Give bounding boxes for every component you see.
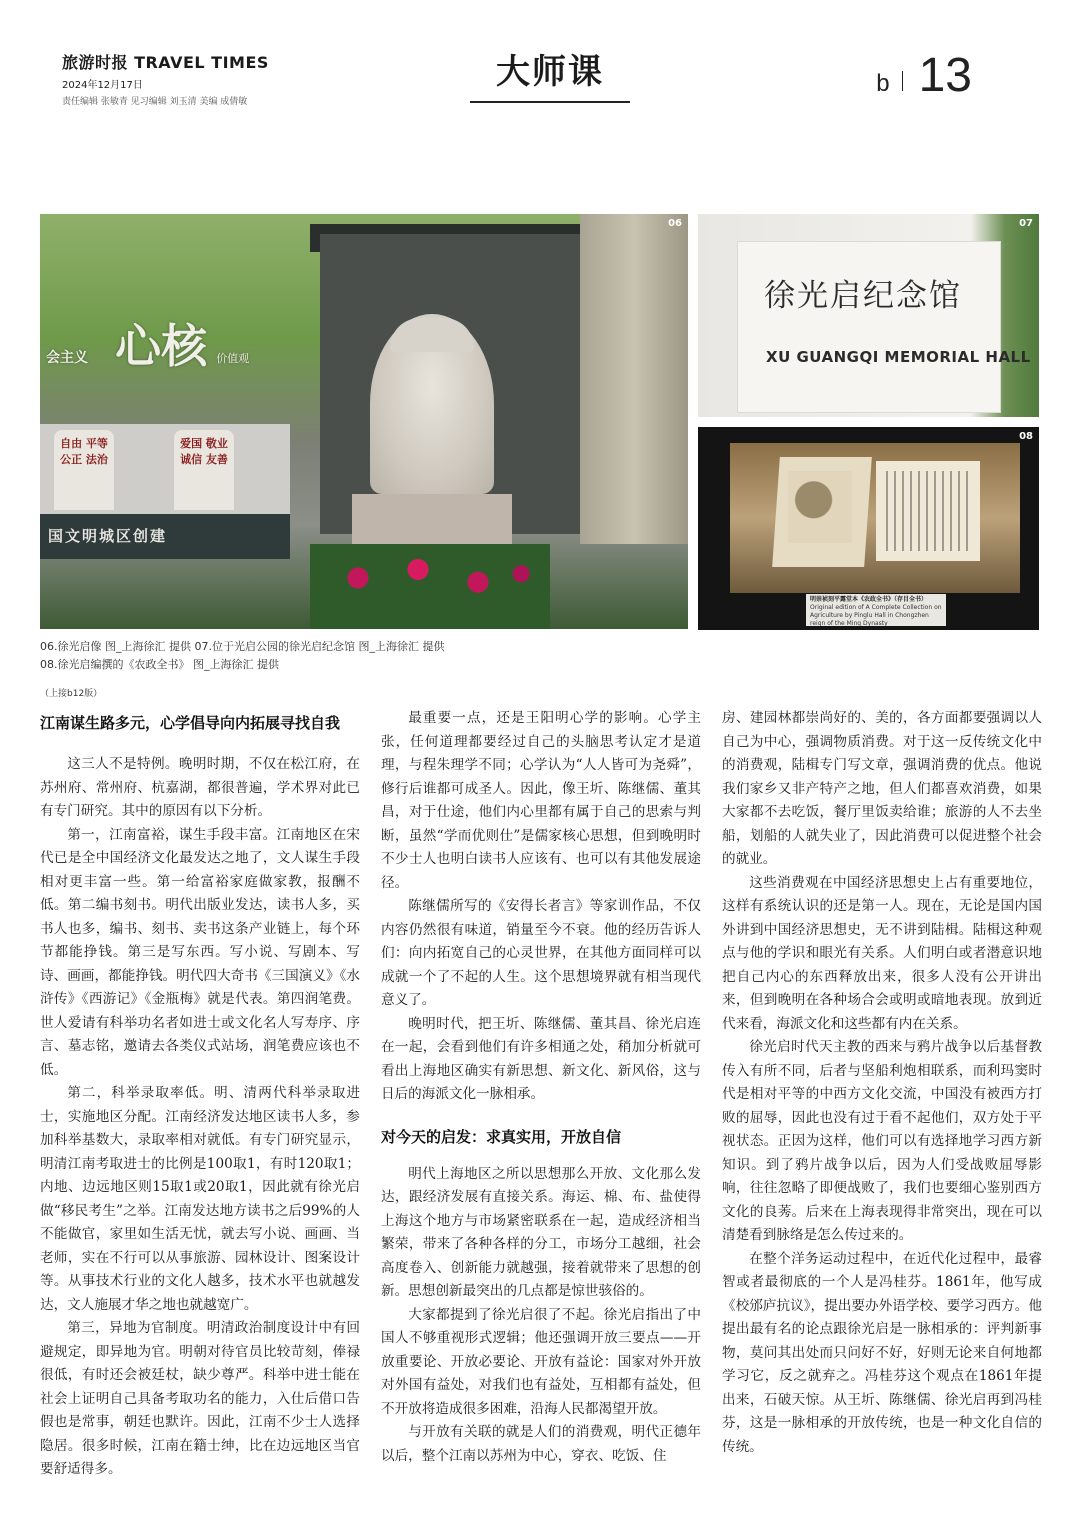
section-title: 大师课 [470,44,630,103]
book-text-lines [886,471,970,551]
exhibit-label-title: 明崇祯刻平露堂本《农政全书》（存目全书） [810,596,928,603]
book-map-illustration [788,471,852,543]
paragraph: 这些消费观在中国经济思想史上占有重要地位，这样有系统认识的还是第一人。现在，无论是国内国外讲到中国经济思想史，无不讲到陆楫。陆楫这种观点与他的学识和眼光有关系。人们明白或者潜意识地把自己内心的东西释放出来，很多人没有公开讲出来，但到晚明在各种场合会或明或暗地表现。放到近代来看，海派文化和这些都有内在关系。 [722,874,1042,1032]
paragraph: 徐光启时代天主教的西来与鸦片战争以后基督教传入有所不同，后者与坚船利炮相联系，而利玛窦时代是相对平等的中西方文化交流，中国没有被西方打败的屈辱，因此也没有过于看不起他们，双方处于平视状态。正因为这样，他们可以有选择地学习西方新知识。到了鸦片战争以后，因为人们受战败屈辱影响，往往忽略了即便战败了，我们也要细心鉴别西方文化的良莠。后来在上海表现得非常突出，现在可以清楚看到脉络是怎么传过来的。 [722,1039,1042,1243]
wall-slogan-side: 价值观 [216,352,250,365]
sign-english: XU GUANGQI MEMORIAL HALL [766,348,1031,366]
wall-slogan-big: 心核 [115,319,208,373]
section-heading-1: 江南谋生路多元，心学倡导向内拓展寻找自我 [40,714,341,732]
page-digits: 13 [918,49,972,102]
paragraph: 第三，异地为官制度。明清政治制度设计中有回避规定，即异地为官。明朝对待官员比较苛刻，俸禄很低，有时还会被廷杖，缺少尊严。科举中进士能在社会上证明自己具备考取功名的能力，入仕后借口告假也是常事，朝廷也默许。因此，江南不少士人选择隐居。很多时候，江南在籍士绅，比在边远地区当官要舒适得多。 [40,1320,360,1477]
sign-calligraphy: 徐光启纪念馆 [764,278,962,314]
article-column-3 [722,707,1042,1459]
caption-line-2: 08.徐光启编撰的《农政全书》 图_上海徐汇 提供 [40,658,279,671]
paragraph: 明代上海地区之所以思想那么开放、文化那么发达，跟经济发展有直接关系。海运、棉、布、盐使得上海这个地方与市场紧密联系在一起，造成经济相当繁荣，带来了各种各样的分工，市场分工越细，社会高度卷入、创新能力就越强，接着就带来了思想的创新。思想创新最突出的几点都是惊世骇俗的。 [381,1165,701,1299]
section-heading-2: 对今天的启发：求真实用，开放自信 [381,1127,622,1146]
paragraph: 第一，江南富裕，谋生手段丰富。江南地区在宋代已是全中国经济文化最发达之地了，文人谋生手段相对更丰富一些。第一给富裕家庭做家教，报酬不低。第二编书刻书。明代出版业发达，读书人多，买书人也多，编书、刻书、卖书这条产业链上，每个环节都能挣钱。第三是写东西。写小说、写剧本、写诗、画画，都能挣钱。明代四大奇书《三国演义》《水浒传》《西游记》《金瓶梅》就是代表。第四润笔费。世人爱请有科举功名者如进士或文化名人写寿序、序言、墓志铭，邀请去各类仪式站场，润笔费应该也不低。 [40,826,360,1078]
photo-nongzheng-quanshu [698,427,1039,630]
page-number [876,48,972,103]
paragraph: 晚明时代，把王圻、陈继儒、董其昌、徐光启连在一起，会看到他们有许多相通之处，稍加分析就可看出上海地区确实有新思想、新文化、新风俗，这与日后的海派文化一脉相承。 [381,1015,701,1102]
newspaper-name: 旅游时报 TRAVEL TIMES [62,53,269,72]
stele-right: 爱国 敬业 诚信 友善 [174,430,234,510]
wall-slogan-small: 会主义 [46,350,88,366]
paragraph: 在整个洋务运动过程中，在近代化过程中，最睿智或者最彻底的一个人是冯桂芬。1861年，他写成《校邠庐抗议》，提出要办外语学校、要学习西方。他提出最有名的论点跟徐光启是一脉相承的：评判新事物，莫问其出处而只问好不好，好则无论来自何地都学习它，反之就弃之。冯桂芬这个观点在1861年提出来，石破天惊。从王圻、陈继儒、徐光启再到冯桂芬，这是一脉相承的开放传统，也是一种文化自信的传统。 [722,1250,1042,1455]
photo-number: 07 [1019,218,1033,229]
photo-captions [40,638,444,674]
paragraph: 第二，科举录取率低。明、清两代科举录取进士，实施地区分配。江南经济发达地区读书人多，参加科举基数大，录取率相对就低。有专门研究显示，明清江南考取进士的比例是100取1，有时120取1；内地、边远地区则15取1或20取1，因此就有徐光启做“移民考生”之举。江南发达地方读书之后99%的人不能做官，家里如生活无忧，就去写小说、画画、当老师，实在不行可以从事旅游、园林设计、图案设计等。从事技术行业的文化人越多，技术水平也就越发达，文人施展才华之地也就越宽广。 [40,1085,360,1313]
sign-panel [738,242,1000,412]
masthead-brand [62,50,269,107]
article-column-1 [40,707,360,1482]
paragraph: 这三人不是特例。晚明时期，不仅在松江府，在苏州府、常州府、杭嘉湖，都很普遍，学术界对此已有专门研究。其中的原因有以下分析。 [40,756,360,819]
statue-hat [390,318,474,352]
paragraph-continued: 房、建园林都崇尚好的、美的，各方面都要强调以人自己为中心，强调物质消费。对于这一反传统文化中的消费观，陆楫专门写文章，强调消费的优点。他说我们家乡又非产特产之地，但人们都喜欢消费，如果大家都不去吃饭，餐厅里饭卖给谁；旅游的人不去坐船，划船的人就失业了，因此消费可以促进整个社会的就业。 [722,710,1042,867]
page-divider [902,71,903,91]
flower-bed [310,544,550,629]
page-prefix: b [876,70,890,97]
plane-tree-trunk [580,214,688,544]
photo-statue-xu-guangqi [40,214,688,629]
wall-band-text: 国文明城区创建 [48,527,168,545]
issue-date: 2024年12月17日 [62,80,143,91]
continued-note: （上接b12版） [40,689,103,699]
paragraph: 陈继儒所写的《安得长者言》等家训作品，不仅内容仍然很有味道，销量至今不衰。他的经历告诉人们：向内拓宽自己的心灵世界，在其他方面同样可以成就一个了不起的人生。这个思想境界就有相当现代意义了。 [381,898,701,1008]
photo-number: 08 [1019,431,1033,442]
paragraph: 与开放有关联的就是人们的消费观，明代正德年以后，整个江南以苏州为中心，穿衣、吃饭、住 [381,1424,701,1464]
paragraph: 最重要一点，还是王阳明心学的影响。心学主张，任何道理都要经过自己的头脑思考认定才是道理，与程朱理学不同；心学认为“人人皆可为尧舜”，修行后谁都可成圣人。因此，像王圻、陈继儒、董其昌，对于仕途，他们内心里都有属于自己的思索与判断，虽然“学而优则仕”是儒家核心思想，但到晚明时不少士人也明白读书人应该有、也可以有其他发展途径。 [381,710,701,891]
caption-line-1: 06.徐光启像 图_上海徐汇 提供 07.位于光启公园的徐光启纪念馆 图_上海徐汇 提供 [40,640,445,653]
article-column-2 [381,707,701,1468]
paragraph: 大家都提到了徐光启很了不起。徐光启指出了中国人不够重视形式逻辑；他还强调开放三要点——开放重要论、开放必要论、开放有益论：国家对外开放对外国有益处，对我们也有益处，互相都有益处，但不开放将造成很多困难，沿海人民都渴望开放。 [381,1306,701,1417]
stele-left: 自由 平等 公正 法治 [54,430,114,510]
exhibit-label-text: Original edition of A Complete Collection on Agriculture by Pinglu Hall in Chongzhen reign of the Ming Dynasty [810,604,942,626]
wall-slogan [46,310,249,376]
photo-memorial-hall-sign [698,214,1039,417]
exhibit-label [806,594,946,626]
editor-credits: 责任编辑 张敏青 见习编辑 刘玉清 美编 成倩敏 [62,97,248,107]
photo-number: 06 [668,218,682,229]
